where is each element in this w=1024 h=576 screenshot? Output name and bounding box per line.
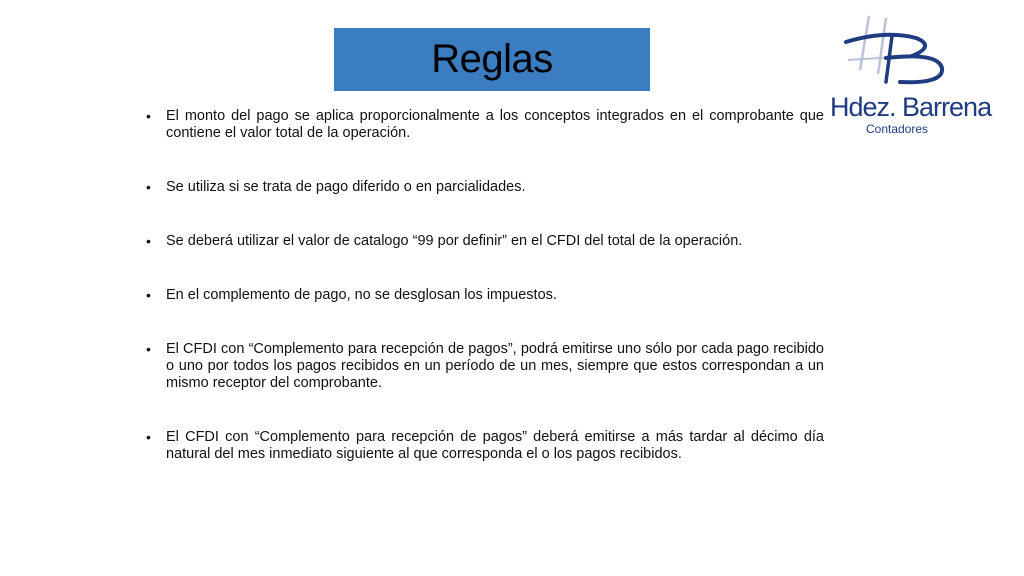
list-item: • Se utiliza si se trata de pago diferido o en parcialidades. (146, 179, 824, 196)
title-banner (334, 28, 650, 91)
rules-list (146, 108, 824, 463)
list-item: • Se deberá utilizar el valor de catalogo “99 por definir” en el CFDI del total de la operación. (146, 233, 824, 250)
list-item: • El CFDI con “Complemento para recepción de pagos” deberá emitirse a más tardar al décimo día natural del mes inmediato siguiente al que corresponda el o los pagos recibidos. (146, 429, 824, 463)
company-logo (826, 12, 992, 142)
slide-title: Reglas (431, 37, 553, 81)
list-item: • El CFDI con “Complemento para recepción de pagos”, podrá emitirse uno sólo por cada pago recibido o uno por todos los pagos recibidos en un período de un mes, siempre que estos correspondan a un mismo receptor del comprobante. (146, 341, 824, 392)
list-item: • En el complemento de pago, no se desglosan los impuestos. (146, 287, 824, 304)
hb-monogram-icon (826, 12, 976, 102)
list-item: • El monto del pago se aplica proporcionalmente a los conceptos integrados en el comprobante que contiene el valor total de la operación. (146, 108, 824, 142)
logo-name: Hdez. Barrena (830, 92, 992, 122)
logo-subtitle: Contadores (866, 122, 929, 136)
